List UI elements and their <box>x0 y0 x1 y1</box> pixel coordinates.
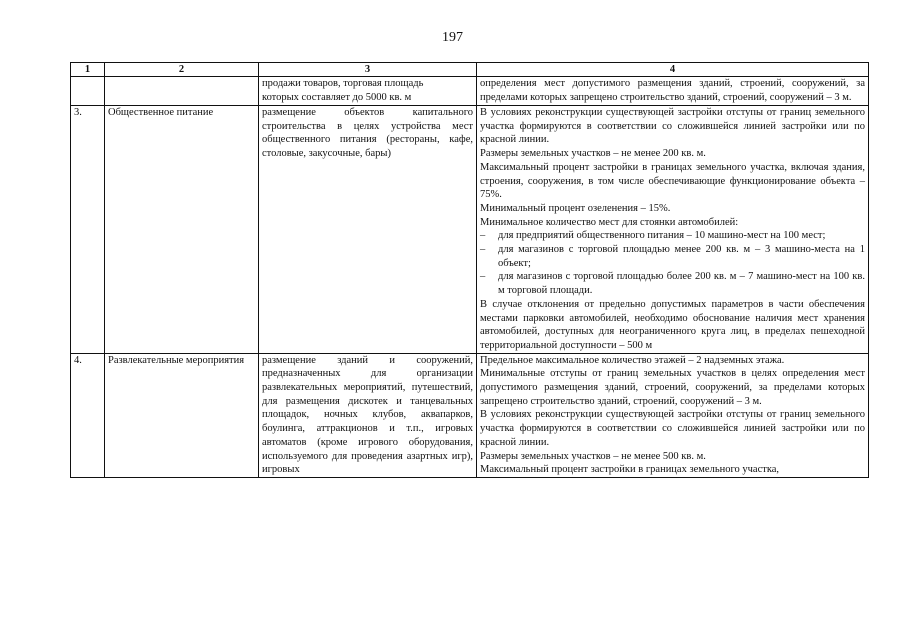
cell-description <box>259 77 477 106</box>
description-line: которых составляет до 5000 кв. м <box>262 91 412 103</box>
header-row <box>71 63 869 77</box>
parameter-paragraph: В случае отклонения от предельно допустимых параметров в части обеспечения местами парковки автомобилей, необходимо обоснование наличия мест хранения автомобилей, доступных для неограниченного круга лиц, в пределах пешеходной территориальной доступности – 500 м <box>480 298 865 351</box>
column-header-3: 3 <box>259 63 477 77</box>
parameter-paragraph: Максимальный процент застройки в границах земельного участка, включая здания, строения, сооружения, в том числе обеспечивающие функционирование объекта – 75%. <box>480 161 865 201</box>
cell-name <box>105 77 259 106</box>
cell-num <box>71 77 105 106</box>
parameter-paragraph: Минимальные отступы от границ земельных участков в целях определения мест допустимого размещения зданий, строений, сооружений, за пределами которых запрещено строительство зданий, строений, сооружений – 3 м. <box>480 368 865 407</box>
row-name: Общественное питание <box>105 106 259 354</box>
row-description: размещение зданий и сооружений, предназначенных для организации развлекательных мероприятий, путешествий, для размещения дискотек и танцевальных площадок, ночных клубов, аквапарков, боулинга, аттракционов и т.п., игровых автоматов (кроме игрового оборудования, используемого для проведения азартных игр), игровых <box>259 353 477 477</box>
parameter-paragraph: Предельное максимальное количество этажей – 2 надземных этажа. <box>480 354 785 366</box>
list-item <box>480 229 865 243</box>
cell-parameters: определения мест допустимого размещения зданий, строений, сооружений, за пределами которых запрещено строительство зданий, строений, сооружений – 3 м. <box>477 77 869 106</box>
column-header-1: 1 <box>71 63 105 77</box>
regulations-table <box>70 62 869 478</box>
row-number: 3. <box>71 106 105 354</box>
parameter-paragraph: Минимальное количество мест для стоянки автомобилей: <box>480 216 739 228</box>
parameter-paragraph: Размеры земельных участков – не менее 200 кв. м. <box>480 148 706 160</box>
parameter-paragraph: Минимальный процент озеленения – 15%. <box>480 202 671 214</box>
row-number: 4. <box>71 353 105 477</box>
bullet-dash: – <box>480 244 486 256</box>
parameter-paragraph: Размеры земельных участков – не менее 500 кв. м. <box>480 450 706 462</box>
table-row-3 <box>71 106 869 354</box>
parameter-paragraph: В условиях реконструкции существующей застройки отступы от границ земельного участка формируются в соответствии со сложившейся линией застройки или по красной линии. <box>480 409 865 448</box>
list-item-text: для магазинов с торговой площадью менее 200 кв. м – 3 машино-места на 1 объект; <box>498 244 865 269</box>
row-parameters <box>477 106 869 354</box>
list-item-text: для предприятий общественного питания – 10 машино-мест на 100 мест; <box>498 230 826 242</box>
list-item <box>480 270 865 297</box>
table-row-4 <box>71 353 869 477</box>
bullet-dash: – <box>480 230 486 242</box>
description-line: продажи товаров, торговая площадь <box>262 78 424 89</box>
parameter-paragraph: Максимальный процент застройки в границах земельного участка, <box>480 464 780 476</box>
column-header-4: 4 <box>477 63 869 77</box>
parameter-paragraph: В условиях реконструкции существующей застройки отступы от границ земельного участка формируются в соответствии со сложившейся линией застройки или по красной линии. <box>480 107 865 146</box>
page-number: 197 <box>442 30 463 45</box>
row-description: размещение объектов капитального строительства в целях устройства мест общественного питания (рестораны, кафе, столовые, закусочные, бары) <box>259 106 477 354</box>
list-item <box>480 243 865 270</box>
column-header-2: 2 <box>105 63 259 77</box>
table-row-continued <box>71 77 869 106</box>
list-item-text: для магазинов с торговой площадью более 200 кв. м – 7 машино-мест на 100 кв. м торговой площади. <box>498 271 865 297</box>
bullet-dash: – <box>480 271 486 283</box>
row-name: Развлекательные мероприятия <box>105 353 259 477</box>
row-parameters <box>477 353 869 477</box>
